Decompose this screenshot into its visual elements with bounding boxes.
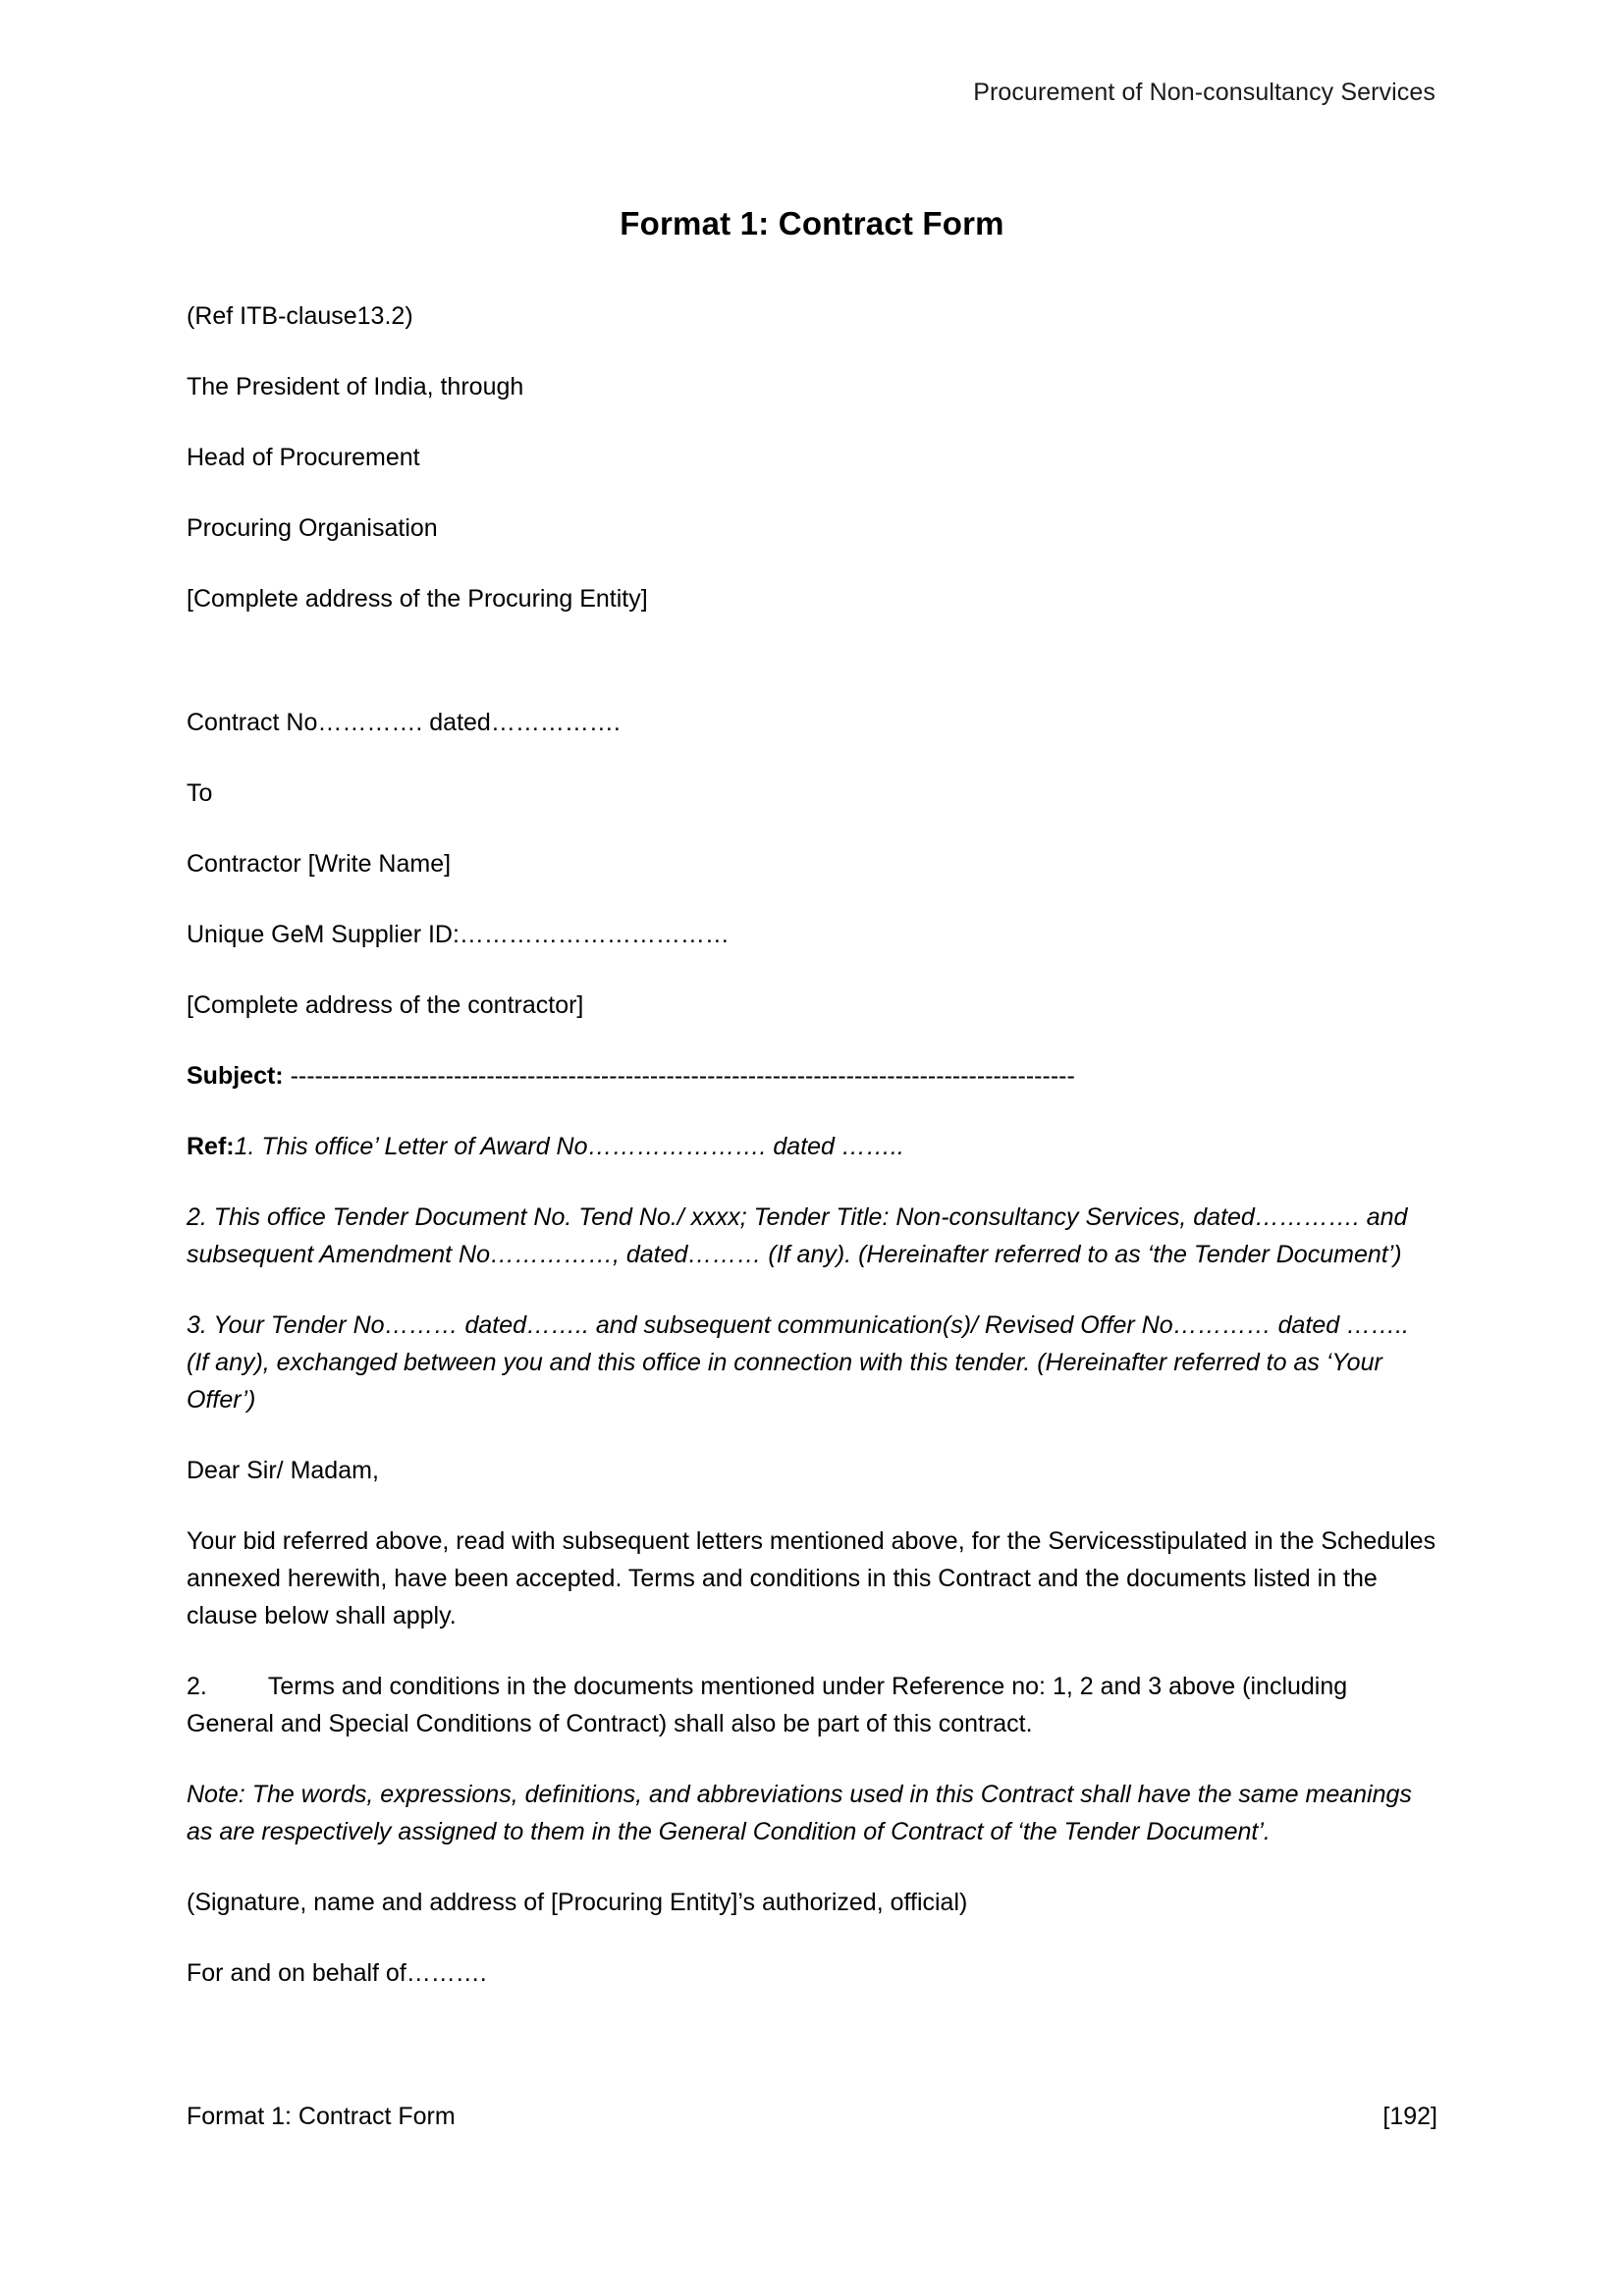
- ref-clause-line: (Ref ITB-clause13.2): [187, 302, 413, 330]
- addressee-line-3: Procuring Organisation: [187, 514, 438, 542]
- clause-2: [187, 1668, 1437, 1742]
- page-content: [187, 79, 1437, 1992]
- salutation: Dear Sir/ Madam,: [187, 1457, 379, 1484]
- subject-line: [187, 1057, 1437, 1095]
- reference-item-1: [187, 1128, 1437, 1165]
- footer-page-number: [192]: [1382, 2103, 1437, 2130]
- clause-2-text: Terms and conditions in the documents mentioned under Reference no: 1, 2 and 3 above (including General and Special Conditions of Contract) shall also be part of this contract.: [187, 1673, 1348, 1737]
- on-behalf-line: For and on behalf of……….: [187, 1959, 487, 1987]
- ref-label: Ref:: [187, 1133, 235, 1160]
- addressee-line-4: [Complete address of the Procuring Entity]: [187, 585, 648, 613]
- body-paragraph-1: Your bid referred above, read with subsequent letters mentioned above, for the Servicesstipulated in the Schedules annexed herewith, have been accepted. Terms and conditions in this Contract and the documents listed in the clause below shall apply.: [187, 1527, 1436, 1629]
- to-label: To: [187, 779, 213, 807]
- contractor-name-line: Contractor [Write Name]: [187, 850, 452, 878]
- reference-item-3: 3. Your Tender No……… dated…….. and subsequent communication(s)/ Revised Offer No………… dated …….. (If any), exchanged between you and this office in connection with this tender. (Hereinafter referred to as ‘Your Offer’): [187, 1311, 1410, 1414]
- signature-line: (Signature, name and address of [Procuring Entity]’s authorized, official): [187, 1889, 968, 1916]
- page-footer: [187, 2103, 1437, 2131]
- page-title: Format 1: Contract Form: [620, 205, 1004, 241]
- clause-2-number: 2.: [187, 1673, 207, 1700]
- running-header: Procurement of Non-consultancy Services: [973, 79, 1435, 106]
- contract-number-line: Contract No…………. dated…………….: [187, 709, 621, 736]
- ref-item-1-text: 1. This office’ Letter of Award No…………………. dated ……..: [234, 1133, 904, 1160]
- footer-left-text: Format 1: Contract Form: [187, 2103, 456, 2130]
- contractor-address-line: [Complete address of the contractor]: [187, 991, 584, 1019]
- supplier-id-line: Unique GeM Supplier ID:……………………………: [187, 921, 730, 948]
- note-paragraph: Note: The words, expressions, definitions, and abbreviations used in this Contract shall have the same meanings as are respectively assigned to them in the General Condition of Contract of ‘the Tender Document’.: [187, 1781, 1412, 1845]
- reference-item-2: 2. This office Tender Document No. Tend No./ xxxx; Tender Title: Non-consultancy Services, dated…………. and subsequent Amendment No……………, dated……… (If any). (Hereinafter referred to as ‘the Tender Document’): [187, 1203, 1408, 1268]
- subject-value: ------------------------------------------------------------------------------------------------: [283, 1062, 1075, 1090]
- addressee-line-1: The President of India, through: [187, 373, 524, 400]
- addressee-line-2: Head of Procurement: [187, 444, 420, 471]
- subject-label: Subject:: [187, 1062, 284, 1090]
